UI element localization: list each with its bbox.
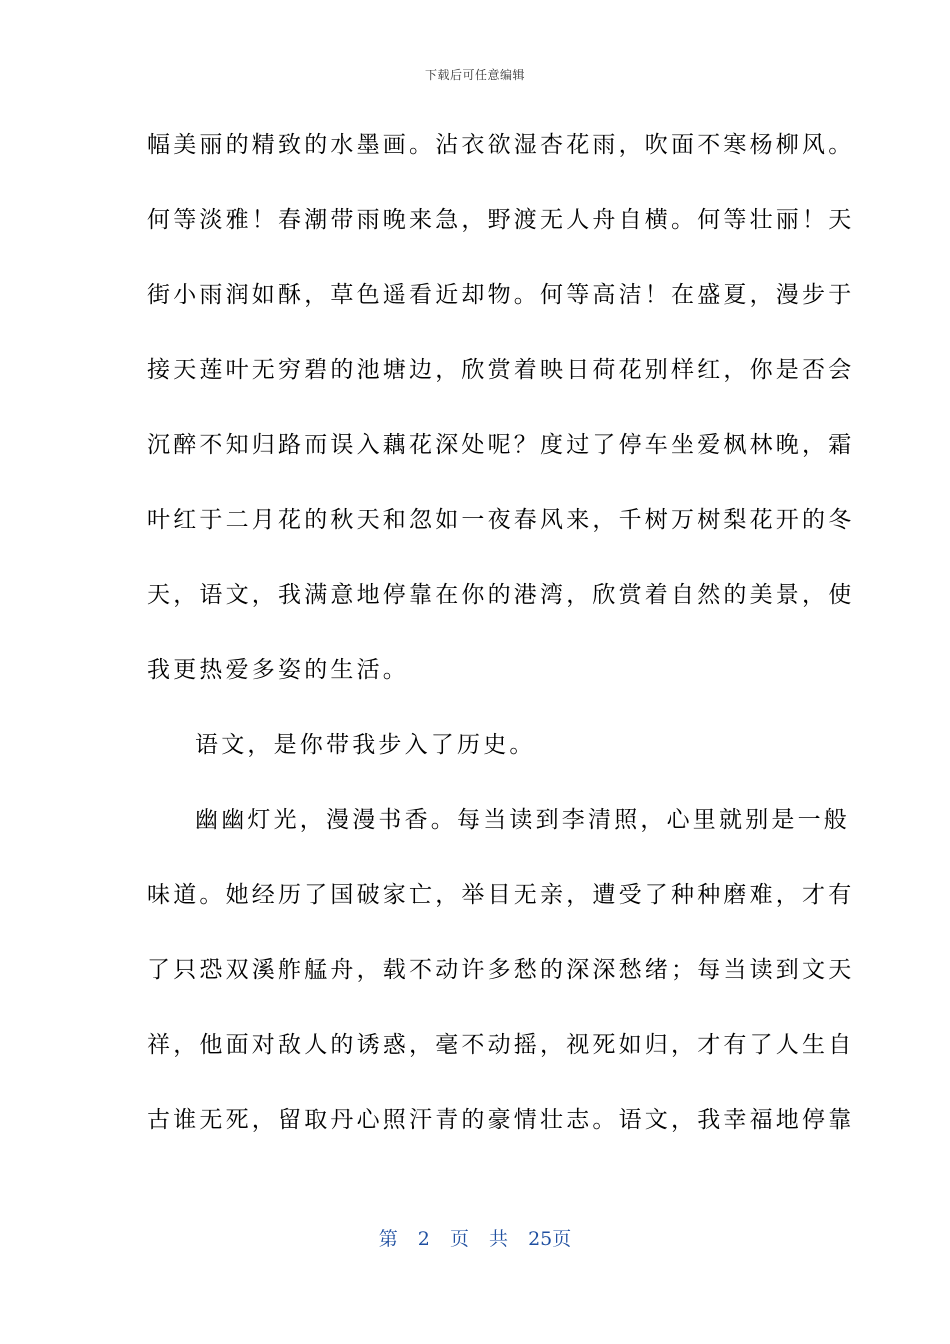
text-line: 街小雨润如酥，草色遥看近却物。何等高洁！在盛夏，漫步于 bbox=[147, 282, 855, 308]
text-line: 何等淡雅！春潮带雨晚来急，野渡无人舟自横。何等壮丽！天 bbox=[147, 207, 855, 233]
text-line: 了只恐双溪舴艋舟，载不动许多愁的深深愁绪；每当读到文天 bbox=[147, 957, 855, 983]
text-line: 沉醉不知归路而误入藕花深处呢？度过了停车坐爱枫林晚，霜 bbox=[147, 432, 855, 458]
text-line: 天，语文，我满意地停靠在你的港湾，欣赏着自然的美景，使 bbox=[147, 582, 855, 608]
text-line: 幅美丽的精致的水墨画。沾衣欲湿杏花雨，吹面不寒杨柳风。 bbox=[147, 132, 855, 158]
page-header: 下载后可任意编辑 bbox=[424, 68, 525, 82]
footer-prefix: 第 bbox=[378, 1228, 398, 1250]
footer-page-word: 页 bbox=[449, 1228, 469, 1250]
footer-total-word: 共 bbox=[489, 1228, 509, 1250]
text-line: 叶红于二月花的秋天和忽如一夜春风来，千树万树梨花开的冬 bbox=[147, 507, 855, 533]
text-line: 祥，他面对敌人的诱惑，毫不动摇，视死如归，才有了人生自 bbox=[147, 1032, 855, 1058]
text-line: 接天莲叶无穷碧的池塘边，欣赏着映日荷花别样红，你是否会 bbox=[147, 357, 855, 383]
text-line: 古谁无死，留取丹心照汗青的豪情壮志。语文，我幸福地停靠 bbox=[147, 1107, 855, 1133]
text-line: 幽幽灯光，漫漫书香。每当读到李清照，心里就别是一般 bbox=[195, 807, 850, 833]
body-text bbox=[147, 118, 855, 1168]
footer-total-pages: 25页 bbox=[528, 1228, 572, 1250]
text-line: 味道。她经历了国破家亡，举目无亲，遭受了种种磨难，才有 bbox=[147, 882, 855, 908]
text-line: 我更热爱多姿的生活。 bbox=[147, 657, 409, 683]
text-line: 语文，是你带我步入了历史。 bbox=[195, 732, 536, 758]
page-footer bbox=[0, 1224, 950, 1251]
footer-page-number: 2 bbox=[417, 1228, 430, 1250]
